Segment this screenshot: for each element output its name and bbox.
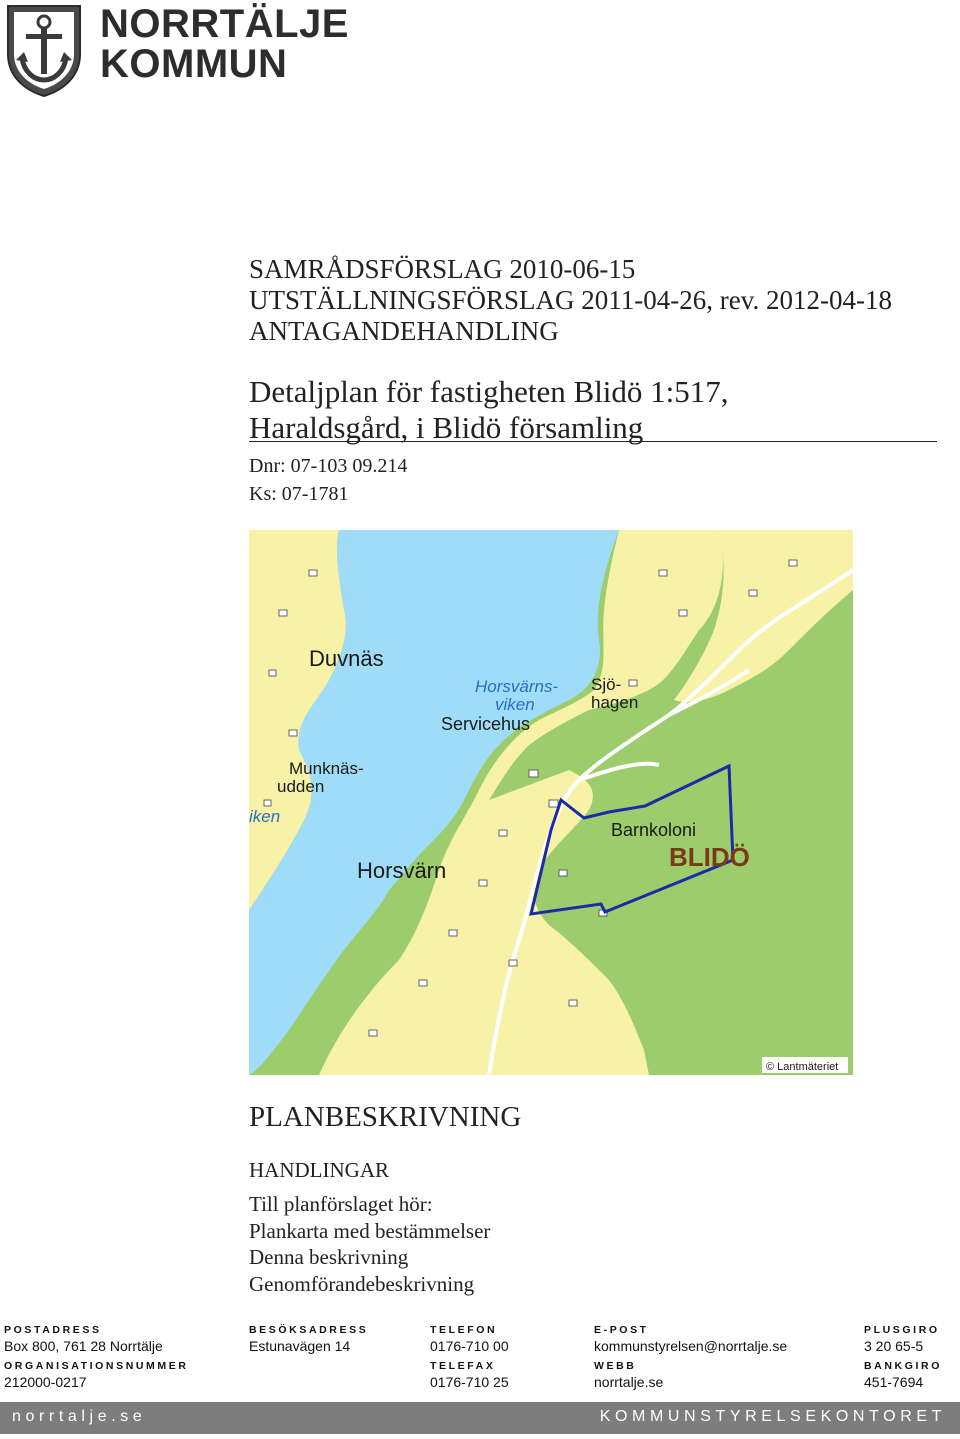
epost-label: E-POST: [594, 1324, 649, 1336]
postadress-value: Box 800, 761 28 Norrtälje: [4, 1338, 163, 1354]
postadress-label: POSTADRESS: [4, 1324, 102, 1336]
list-item: Genomförandebeskrivning: [249, 1271, 475, 1296]
label-horsvarns-1: Horsvärns-: [475, 677, 559, 696]
besoksadress-label: BESÖKSADRESS: [249, 1324, 369, 1336]
dnr-number: Dnr: 07-103 09.214: [249, 455, 408, 477]
label-horsvarn: Horsvärn: [357, 858, 447, 883]
webb-value: norrtalje.se: [594, 1374, 664, 1390]
handlingar-list: [249, 1191, 490, 1297]
epost-value: kommunstyrelsen@norrtalje.se: [594, 1338, 788, 1354]
contact-footer: [0, 1320, 960, 1390]
label-viken: iken: [249, 807, 281, 826]
orgnr-value: 212000-0217: [4, 1374, 87, 1390]
label-munknas-2: udden: [277, 777, 325, 796]
status-antagande: ANTAGANDEHANDLING: [249, 316, 559, 346]
label-munknas-1: Munknäs-: [289, 759, 364, 778]
document-status: [249, 254, 892, 347]
org-name: [100, 4, 349, 84]
status-utstallning: UTSTÄLLNINGSFÖRSLAG 2011-04-26, rev. 2012-04-18: [249, 285, 892, 315]
title-line1: Detaljplan för fastigheten Blidö 1:517,: [249, 374, 729, 409]
location-map: [249, 530, 853, 1075]
ks-number: Ks: 07-1781: [249, 483, 349, 505]
map-graphic: [249, 530, 853, 1075]
label-sjo-1: Sjö-: [591, 675, 622, 694]
plusgiro-value: 3 20 65-5: [864, 1338, 924, 1354]
org-name-line1: NORRTÄLJE: [100, 2, 349, 46]
document-title: [249, 374, 729, 446]
bankgiro-label: BANKGIRO: [864, 1360, 942, 1372]
handlingar-heading: HANDLINGAR: [249, 1158, 389, 1182]
org-name-line2: KOMMUN: [100, 42, 288, 86]
telefon-value: 0176-710 00: [430, 1338, 509, 1354]
label-servicehus: Servicehus: [441, 714, 531, 734]
list-item: Denna beskrivning: [249, 1245, 409, 1269]
map-copyright: © Lantmäteriet: [766, 1061, 839, 1073]
plusgiro-label: PLUSGIRO: [864, 1324, 940, 1336]
reference-numbers: [249, 452, 407, 508]
label-horsvarns-2: viken: [495, 695, 535, 714]
title-line2: Haraldsgård, i Blidö församling: [249, 410, 644, 445]
section-heading: PLANBESKRIVNING: [249, 1101, 522, 1133]
telefon-label: TELEFON: [430, 1324, 498, 1336]
webb-label: WEBB: [594, 1360, 637, 1372]
office-name: KOMMUNSTYRELSEKONTORET: [599, 1408, 946, 1425]
label-barnkoloni: Barnkoloni: [611, 820, 697, 840]
bottom-bar: [0, 1402, 960, 1434]
telefax-value: 0176-710 25: [430, 1374, 509, 1390]
label-blido: BLIDÖ: [669, 842, 750, 872]
website-text: norrtalje.se: [12, 1408, 147, 1425]
norrtalje-kommun-logo: [0, 0, 349, 100]
label-duvnas: Duvnäs: [309, 646, 384, 671]
status-samrad: SAMRÅDSFÖRSLAG 2010-06-15: [249, 254, 636, 284]
besoksadress-value: Estunavägen 14: [249, 1338, 351, 1354]
orgnr-label: ORGANISATIONSNUMMER: [4, 1360, 189, 1372]
list-item: Till planförslaget hör:: [249, 1192, 433, 1216]
label-sjo-2: hagen: [591, 693, 639, 712]
title-rule: [249, 441, 937, 442]
anchor-shield-icon: [2, 2, 86, 98]
bankgiro-value: 451-7694: [864, 1374, 924, 1390]
telefax-label: TELEFAX: [430, 1360, 496, 1372]
list-item: Plankarta med bestämmelser: [249, 1218, 491, 1243]
